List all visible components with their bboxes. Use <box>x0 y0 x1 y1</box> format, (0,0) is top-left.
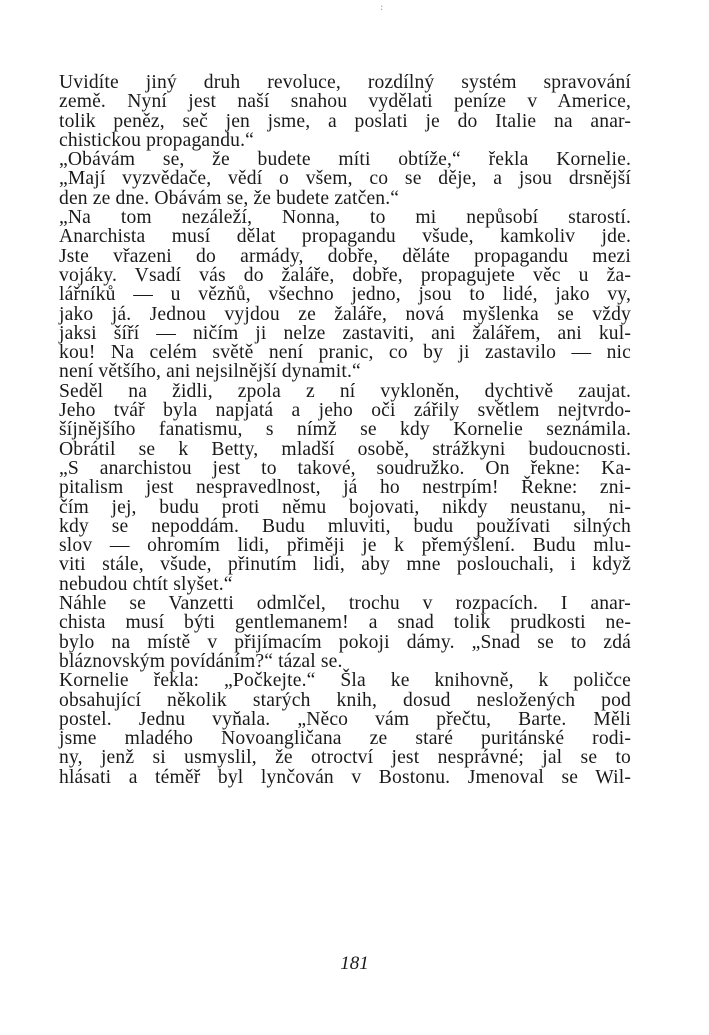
text-line: „Mají vyzvědače, vědí o všem, co se děje, a jsou drsnější <box>59 168 631 190</box>
text-line: jako já. Jednou vyjdou ze žaláře, nová myšlenka se vždy <box>59 303 631 325</box>
text-line: země. Nyní jest naší snahou vydělati peníze v Americe, <box>59 91 631 113</box>
text-line: kdy se nepoddám. Budu mluviti, budu používati silných <box>59 515 631 537</box>
text-line: den ze dne. Obávám se, že budete zatčen.“ <box>59 187 400 209</box>
text-line: vojáky. Vsadí vás do žaláře, dobře, propagujete věc u ža- <box>59 264 631 286</box>
page-number: 181 <box>340 953 369 974</box>
text-line: pitalism jest nespravedlnost, já ho nestrpím! Řekne: zni- <box>59 477 631 499</box>
text-line: chista musí býti gentlemanem! a snad tolik prudkosti ne- <box>59 612 631 634</box>
text-line: není většího, ani nejsilnější dynamit.“ <box>59 361 361 383</box>
text-line: bláznovským povídáním?“ tázal se. <box>59 650 343 672</box>
text-line: kou! Na celém světě není pranic, co by ji zastavilo — nic <box>59 342 631 364</box>
text-line: Jste vřazeni do armády, dobře, děláte propagandu mezi <box>59 245 631 267</box>
text-line: slov — ohromím lidi, přiměji je k přemýšlení. Budu mlu- <box>59 535 631 557</box>
text-line: šíjnějšího fanatismu, s nímž se kdy Kornelie seznámila. <box>59 419 631 441</box>
text-line: Seděl na židli, zpola z ní vykloněn, dychtivě zaujat. <box>59 380 631 402</box>
text-line: nebudou chtít slyšet.“ <box>59 573 233 595</box>
text-line: postel. Jednu vyňala. „Něco vám přečtu, Barte. Měli <box>59 708 631 730</box>
text-line: bylo na místě v přijímacím pokoji dámy. „Snad se to zdá <box>59 631 631 653</box>
text-line: chistickou propagandu.“ <box>59 129 254 151</box>
text-line: Obrátil se k Betty, mladší osobě, strážkyni budoucnosti. <box>59 438 631 460</box>
text-line: Uvidíte jiný druh revoluce, rozdílný systém spravování <box>59 72 631 93</box>
text-line: jsme mladého Novoangličana ze staré puritánské rodi- <box>59 728 631 750</box>
text-line: tolik peněz, seč jen jsme, a poslati je do Italie na anar- <box>59 110 631 132</box>
top-margin-mark: : <box>380 2 384 13</box>
text-line: lářníků — u vězňů, všechno jedno, jsou to lidé, jako vy, <box>59 284 631 306</box>
text-line: „S anarchistou jest to takové, soudružko. On řekne: Ka- <box>59 457 631 479</box>
text-line: Anarchista musí dělat propagandu všude, kamkoliv jde. <box>59 226 631 248</box>
text-line: obsahující několik starých knih, dosud nesložených pod <box>59 689 631 711</box>
text-line: jaksi šíří — ničím ji nelze zastaviti, ani žalářem, ani kul- <box>59 322 631 344</box>
body-text <box>59 73 631 787</box>
text-line: Jeho tvář byla napjatá a jeho oči zářily světlem nejtvrdo- <box>59 400 631 422</box>
text-line: čím jej, budu proti němu bojovati, nikdy neustanu, ni- <box>59 496 631 518</box>
text-line: Kornelie řekla: „Počkejte.“ Šla ke knihovně, k poličce <box>59 670 631 692</box>
text-line: hlásati a téměř byl lynčován v Bostonu. Jmenoval se Wil- <box>59 766 631 788</box>
text-line: Náhle se Vanzetti odmlčel, trochu v rozpacích. I anar- <box>59 593 631 615</box>
text-line: „Obávám se, že budete míti obtíže,“ řekla Kornelie. <box>59 149 631 171</box>
text-line: „Na tom nezáleží, Nonna, to mi nepůsobí starostí. <box>59 207 631 229</box>
text-line: ny, jenž si usmyslil, že otroctví jest nesprávné; jal se to <box>59 747 631 769</box>
text-line: viti stále, všude, přinutím lidi, aby mne poslouchali, i když <box>59 554 631 576</box>
